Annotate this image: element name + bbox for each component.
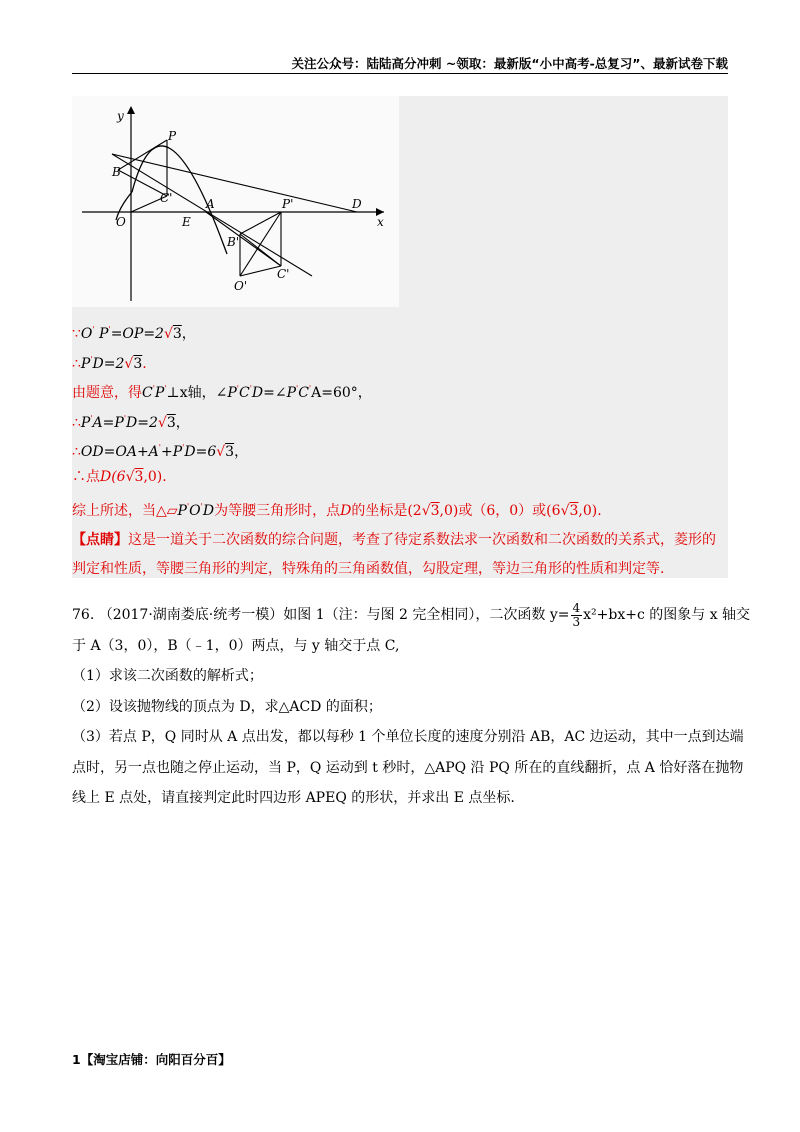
parabola-diagram (72, 96, 399, 307)
solution-line-4: ∴P'A=P'D=2√3， (72, 413, 190, 431)
key-point-text: 这是一道关于二次函数的综合问题，考查了待定系数法求一次函数和二次函数的关系式，菱形的判定和性质，等腰三角形的判定，特殊角的三角函数值，勾股定理，等边三角形的性质和判定等. (72, 532, 716, 577)
label-e: E (182, 215, 191, 229)
line-bd (112, 154, 312, 276)
label-x: x (377, 215, 384, 229)
label-o: O (116, 215, 126, 229)
label-y: y (117, 109, 124, 123)
key-point-tag: 【点睛】 (72, 532, 128, 548)
problem-part-1: （1）求该二次函数的解析式； (72, 668, 263, 684)
page-footer: 1【淘宝店铺：向阳百分百】 (72, 1052, 231, 1067)
segment-p2b2 (240, 212, 281, 234)
label-d: D (352, 197, 362, 211)
solution-line-3: 由题意，得C'P'⊥x轴，∠P'C'D=∠P'C'A=60°， (72, 384, 372, 401)
solution-line-1: ∵O' P'=OP=2√3， (72, 325, 196, 342)
problem-part-3-line-2: 点时，另一点也随之停止运动，当 P，Q 运动到 t 秒时，△APQ 沿 PQ 所在的直线翻折，点 A 恰好落在抛物 (72, 759, 744, 776)
label-o2: O' (234, 279, 248, 293)
geometry-figure (72, 96, 399, 307)
problem-part-3-line-3: 线上 E 点处，请直接判定此时四边形 APEQ 的形状，并求出 E 点坐标. (72, 790, 515, 806)
solution-steps (72, 315, 728, 522)
solution-line-6: ∴点D(6√3,0). (72, 468, 167, 485)
solution-line-2: ∴P'D=2√3. (72, 354, 147, 372)
key-point-note (72, 526, 728, 584)
line-b-d-upper (112, 154, 357, 212)
header-rule (72, 73, 728, 74)
problem-line-2: 于 A（3，0），B（﹣1，0）两点，与 y 轴交于点 C, (72, 637, 400, 654)
solution-line-7: 综上所述，当△▱P'O'D为等腰三角形时，点D的坐标是(2√3,0)或（6，0）或(6√3,0). (72, 502, 602, 519)
solution-line-5: ∴OD=OA+A'+P'D=6√3， (72, 443, 249, 460)
label-a: A (206, 197, 215, 211)
label-p2: P' (282, 197, 294, 211)
label-b2: B' (227, 235, 240, 249)
segment-ac2 (206, 212, 281, 266)
fraction: $\frac{4}{3}$ (572, 600, 581, 629)
label-b: B (112, 165, 121, 179)
y-axis-arrow (127, 106, 135, 114)
segment-o2p2 (240, 212, 281, 276)
problem-76 (72, 600, 751, 814)
problem-part-3-line-1: （3）若点 P，Q 同时从 A 点出发，都以每秒 1 个单位长度的速度分别沿 AB，AC 边运动，其中一点到达端 (72, 729, 744, 745)
problem-part-2: （2）设该抛物线的顶点为 D，求△ACD 的面积； (72, 698, 382, 715)
label-c2: C' (277, 267, 290, 281)
page-header: 关注公众号：陆陆高分冲刺 ~领取：最新版“小中高考-总复习”、最新试卷下载 (291, 56, 728, 71)
problem-line-1: 76. （2017·湖南娄底·统考一模）如图 1（注：与图 2 完全相同），二次函数 y= $\frac{4}{3}$ x²+bx+c 的图象与 x 轴交 (72, 600, 751, 629)
segment-o2c2 (240, 266, 281, 276)
label-c: C' (160, 191, 173, 205)
label-p: P (168, 129, 177, 143)
